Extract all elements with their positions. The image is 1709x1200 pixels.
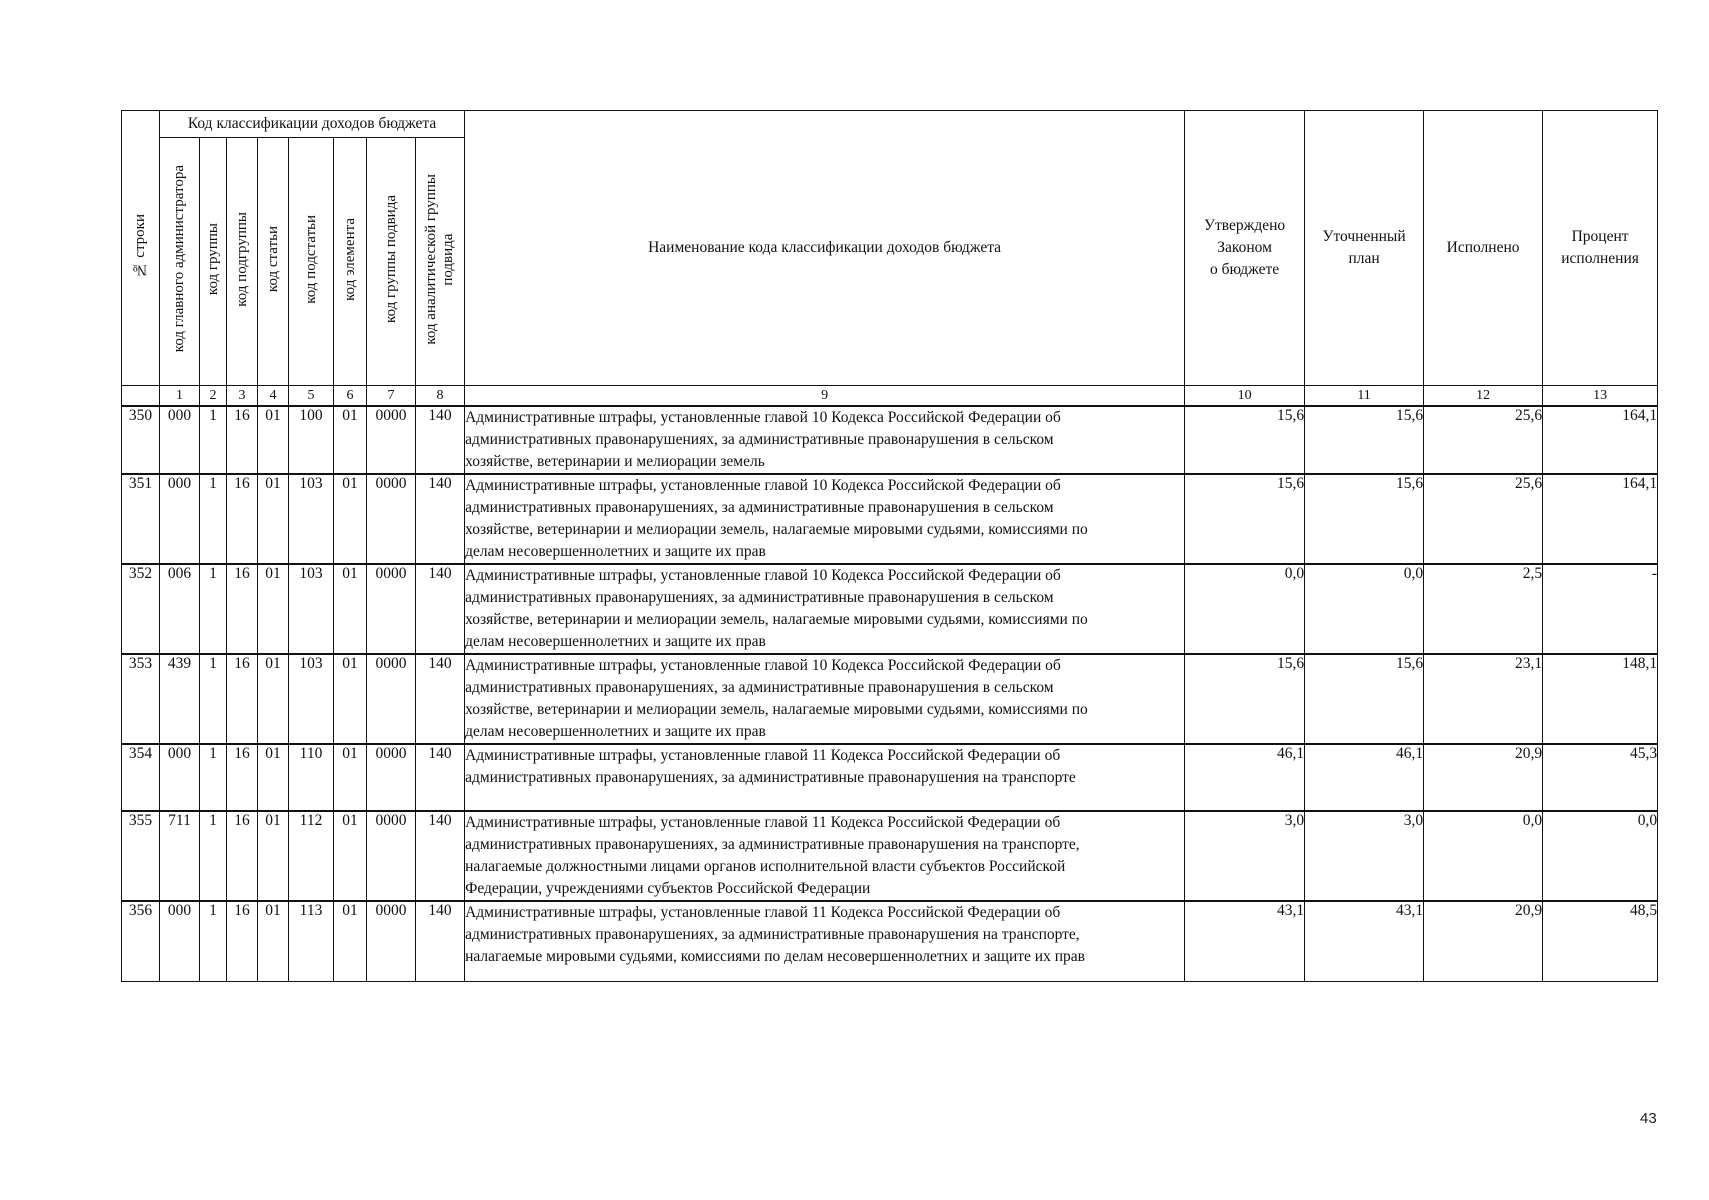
execution-percent-cell: 164,1 — [1543, 474, 1658, 564]
table-row — [122, 564, 1658, 654]
element-code-cell: 01 — [334, 406, 367, 474]
header-element-code: код элемента — [334, 138, 367, 386]
article-code-cell: 01 — [258, 901, 289, 981]
row-number-cell: 350 — [122, 406, 160, 474]
execution-percent-cell: 148,1 — [1543, 654, 1658, 744]
header-group-code: код группы — [200, 138, 227, 386]
group-code-cell: 1 — [200, 564, 227, 654]
column-number: 12 — [1424, 386, 1543, 407]
code-name-line: налагаемые мировыми судьями, комиссиями по делам несовершеннолетних и защите их прав — [465, 948, 1085, 965]
subtype-group-code-cell: 0000 — [367, 901, 416, 981]
subarticle-code-cell: 103 — [289, 474, 334, 564]
code-name-line: хозяйстве, ветеринарии и мелиорации земель, налагаемые мировыми судьями, комиссиями по — [465, 611, 1088, 628]
subarticle-code-cell: 103 — [289, 654, 334, 744]
execution-percent-cell: 0,0 — [1543, 811, 1658, 901]
subgroup-code-cell: 16 — [227, 564, 258, 654]
executed-amount-cell: 25,6 — [1424, 406, 1543, 474]
header-code-name: Наименование кода классификации доходов бюджета — [465, 111, 1185, 386]
executed-amount-cell: 25,6 — [1424, 474, 1543, 564]
table-row — [122, 811, 1658, 901]
column-number: 5 — [289, 386, 334, 407]
code-name-line: хозяйстве, ветеринарии и мелиорации земель, налагаемые мировыми судьями, комиссиями по — [465, 521, 1088, 538]
code-name-cell — [465, 901, 1185, 981]
analytic-group-code-cell: 140 — [416, 564, 465, 654]
admin-code-cell: 439 — [160, 654, 200, 744]
header-analytic-group-code: код аналитической группы подвида — [416, 138, 465, 386]
column-number: 7 — [367, 386, 416, 407]
subtype-group-code-cell: 0000 — [367, 564, 416, 654]
revised-plan-cell: 15,6 — [1305, 654, 1424, 744]
admin-code-cell: 711 — [160, 811, 200, 901]
admin-code-cell: 000 — [160, 901, 200, 981]
element-code-cell: 01 — [334, 811, 367, 901]
execution-percent-cell: 45,3 — [1543, 744, 1658, 811]
element-code-cell: 01 — [334, 744, 367, 811]
admin-code-cell: 000 — [160, 474, 200, 564]
admin-code-cell: 006 — [160, 564, 200, 654]
code-name-line: хозяйстве, ветеринарии и мелиорации земель, налагаемые мировыми судьями, комиссиями по — [465, 701, 1088, 718]
header-admin-code: код главного администратора — [160, 138, 200, 386]
approved-amount-cell: 15,6 — [1185, 406, 1305, 474]
code-name-line: Федерации, учреждениями субъектов Российской Федерации — [465, 880, 871, 897]
analytic-group-code-cell: 140 — [416, 811, 465, 901]
code-name-line: Административные штрафы, установленные главой 10 Кодекса Российской Федерации об — [465, 657, 1061, 674]
subtype-group-code-cell: 0000 — [367, 654, 416, 744]
code-name-line: Административные штрафы, установленные главой 10 Кодекса Российской Федерации об — [465, 409, 1061, 426]
article-code-cell: 01 — [258, 654, 289, 744]
table-row — [122, 654, 1658, 744]
row-number-cell: 356 — [122, 901, 160, 981]
code-name-line: Административные штрафы, установленные главой 10 Кодекса Российской Федерации об — [465, 567, 1061, 584]
code-name-line: административных правонарушениях, за административные правонарушения на транспорте, — [465, 926, 1080, 943]
row-number-cell: 352 — [122, 564, 160, 654]
code-name-cell — [465, 406, 1185, 474]
code-name-cell — [465, 654, 1185, 744]
header-subarticle-code: код подстатьи — [289, 138, 334, 386]
analytic-group-code-cell: 140 — [416, 744, 465, 811]
code-name-line: налагаемые должностными лицами органов исполнительной власти субъектов Российской — [465, 858, 1066, 875]
executed-amount-cell: 2,5 — [1424, 564, 1543, 654]
approved-amount-cell: 15,6 — [1185, 474, 1305, 564]
article-code-cell: 01 — [258, 811, 289, 901]
column-number: 4 — [258, 386, 289, 407]
column-number: 11 — [1305, 386, 1424, 407]
budget-revenue-table — [121, 110, 1658, 982]
code-name-line: административных правонарушениях, за административные правонарушения в сельском — [465, 589, 1054, 606]
table-row — [122, 901, 1658, 981]
code-name-cell — [465, 474, 1185, 564]
group-code-cell: 1 — [200, 744, 227, 811]
code-name-cell — [465, 744, 1185, 811]
header-approved-by-law: Утверждено Законом о бюджете — [1185, 111, 1305, 386]
subarticle-code-cell: 112 — [289, 811, 334, 901]
subgroup-code-cell: 16 — [227, 406, 258, 474]
header-subtype-group-code: код группы подвида — [367, 138, 416, 386]
revised-plan-cell: 3,0 — [1305, 811, 1424, 901]
table-row — [122, 744, 1658, 811]
code-name-cell — [465, 811, 1185, 901]
group-code-cell: 1 — [200, 406, 227, 474]
analytic-group-code-cell: 140 — [416, 474, 465, 564]
article-code-cell: 01 — [258, 744, 289, 811]
subgroup-code-cell: 16 — [227, 654, 258, 744]
revised-plan-cell: 0,0 — [1305, 564, 1424, 654]
revised-plan-cell: 15,6 — [1305, 474, 1424, 564]
code-name-line: административных правонарушениях, за административные правонарушения в сельском — [465, 679, 1054, 696]
revised-plan-cell: 15,6 — [1305, 406, 1424, 474]
code-name-line: Административные штрафы, установленные главой 10 Кодекса Российской Федерации об — [465, 477, 1061, 494]
subgroup-code-cell: 16 — [227, 474, 258, 564]
row-number-cell: 353 — [122, 654, 160, 744]
subarticle-code-cell: 100 — [289, 406, 334, 474]
column-number: 1 — [160, 386, 200, 407]
code-name-line: административных правонарушениях, за административные правонарушения в сельском — [465, 499, 1054, 516]
header-classification-code-group: Код классификации доходов бюджета — [160, 111, 465, 138]
table-row — [122, 406, 1658, 474]
subtype-group-code-cell: 0000 — [367, 744, 416, 811]
article-code-cell: 01 — [258, 406, 289, 474]
approved-amount-cell: 43,1 — [1185, 901, 1305, 981]
column-number-row — [122, 386, 1658, 407]
element-code-cell: 01 — [334, 901, 367, 981]
group-code-cell: 1 — [200, 474, 227, 564]
row-number-cell: 355 — [122, 811, 160, 901]
code-name-line: административных правонарушениях, за административные правонарушения на транспорте, — [465, 836, 1080, 853]
header-row-number: № строки — [122, 111, 160, 386]
subgroup-code-cell: 16 — [227, 744, 258, 811]
subgroup-code-cell: 16 — [227, 811, 258, 901]
revised-plan-cell: 46,1 — [1305, 744, 1424, 811]
column-number: 13 — [1543, 386, 1658, 407]
page-number: 43 — [1640, 1110, 1657, 1127]
approved-amount-cell: 3,0 — [1185, 811, 1305, 901]
element-code-cell: 01 — [334, 474, 367, 564]
column-number: 6 — [334, 386, 367, 407]
article-code-cell: 01 — [258, 474, 289, 564]
header-subgroup-code: код подгруппы — [227, 138, 258, 386]
approved-amount-cell: 46,1 — [1185, 744, 1305, 811]
column-number: 8 — [416, 386, 465, 407]
code-name-line: административных правонарушениях, за административные правонарушения в сельском — [465, 431, 1054, 448]
group-code-cell: 1 — [200, 654, 227, 744]
subarticle-code-cell: 103 — [289, 564, 334, 654]
execution-percent-cell: - — [1543, 564, 1658, 654]
revised-plan-cell: 43,1 — [1305, 901, 1424, 981]
code-name-line: административных правонарушениях, за административные правонарушения на транспорте — [465, 769, 1076, 786]
approved-amount-cell: 0,0 — [1185, 564, 1305, 654]
column-number: 10 — [1185, 386, 1305, 407]
row-number-cell: 351 — [122, 474, 160, 564]
element-code-cell: 01 — [334, 654, 367, 744]
element-code-cell: 01 — [334, 564, 367, 654]
column-number: 9 — [465, 386, 1185, 407]
code-name-line: делам несовершеннолетних и защите их прав — [465, 723, 766, 740]
header-executed: Исполнено — [1424, 111, 1543, 386]
analytic-group-code-cell: 140 — [416, 901, 465, 981]
approved-amount-cell: 15,6 — [1185, 654, 1305, 744]
executed-amount-cell: 20,9 — [1424, 901, 1543, 981]
code-name-line: делам несовершеннолетних и защите их прав — [465, 633, 766, 650]
code-name-line: делам несовершеннолетних и защите их прав — [465, 543, 766, 560]
header-execution-percent: Процент исполнения — [1543, 111, 1658, 386]
execution-percent-cell: 48,5 — [1543, 901, 1658, 981]
column-number: 3 — [227, 386, 258, 407]
subtype-group-code-cell: 0000 — [367, 811, 416, 901]
subarticle-code-cell: 113 — [289, 901, 334, 981]
analytic-group-code-cell: 140 — [416, 406, 465, 474]
header-revised-plan: Уточненный план — [1305, 111, 1424, 386]
column-number: 2 — [200, 386, 227, 407]
table-body — [122, 406, 1658, 981]
executed-amount-cell: 20,9 — [1424, 744, 1543, 811]
subgroup-code-cell: 16 — [227, 901, 258, 981]
executed-amount-cell: 23,1 — [1424, 654, 1543, 744]
subtype-group-code-cell: 0000 — [367, 406, 416, 474]
group-code-cell: 1 — [200, 901, 227, 981]
subarticle-code-cell: 110 — [289, 744, 334, 811]
subtype-group-code-cell: 0000 — [367, 474, 416, 564]
column-number-blank — [122, 386, 160, 407]
admin-code-cell: 000 — [160, 744, 200, 811]
execution-percent-cell: 164,1 — [1543, 406, 1658, 474]
analytic-group-code-cell: 140 — [416, 654, 465, 744]
code-name-line: хозяйстве, ветеринарии и мелиорации земель — [465, 453, 765, 470]
header-article-code: код статьи — [258, 138, 289, 386]
code-name-line: Административные штрафы, установленные главой 11 Кодекса Российской Федерации об — [465, 814, 1061, 831]
admin-code-cell: 000 — [160, 406, 200, 474]
code-name-line: Административные штрафы, установленные главой 11 Кодекса Российской Федерации об — [465, 904, 1061, 921]
article-code-cell: 01 — [258, 564, 289, 654]
row-number-cell: 354 — [122, 744, 160, 811]
code-name-line: Административные штрафы, установленные главой 11 Кодекса Российской Федерации об — [465, 747, 1061, 764]
executed-amount-cell: 0,0 — [1424, 811, 1543, 901]
table-row — [122, 474, 1658, 564]
group-code-cell: 1 — [200, 811, 227, 901]
code-name-cell — [465, 564, 1185, 654]
